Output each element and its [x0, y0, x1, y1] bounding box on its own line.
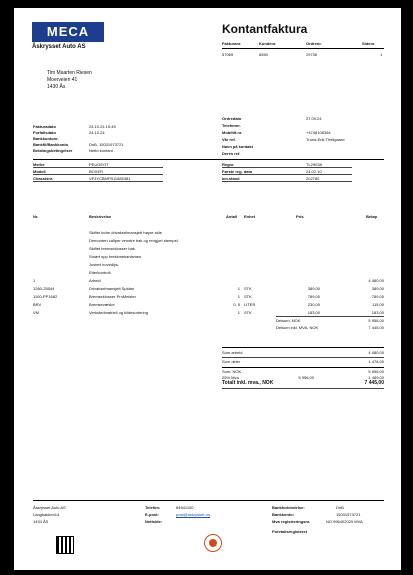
footer-label-bankforbindelse: Bankforbindelse:: [272, 505, 305, 510]
total-value: 7 445,00: [364, 380, 384, 386]
sum-arbeid-value: 4 480,00: [368, 350, 384, 355]
label-forste-reg: Første reg. dato: [222, 169, 253, 174]
item-price: 183,00: [307, 310, 320, 315]
recipient-name: Tim Maarten Riesen: [47, 70, 92, 76]
label-bankfil: Bankfil/Bankkonto: [33, 142, 69, 147]
col-header-belop: Beløp: [366, 214, 378, 219]
value-modell: BOXER: [89, 169, 104, 174]
col-header-pris: Pris: [296, 214, 304, 219]
item-price: 789,00: [307, 294, 320, 299]
item-desc: Drivakselmansjett Spidan: [89, 286, 135, 291]
sum-deler-value: 1 476,00: [368, 359, 384, 364]
desc-line: Justert hovedlys.: [89, 262, 120, 267]
subtotal-label: Delsum, NOK: [276, 318, 301, 323]
label-mobiltlf: Mobiltlf.nr.: [222, 130, 243, 135]
qr-code-icon: [56, 536, 74, 554]
desc-line: Demontert caliper venstre bak og rengjort stempel.: [89, 238, 179, 243]
item-desc: Verkstedmatriell og kildesortering: [89, 310, 148, 315]
value-chassisnr: VF3YCBMFB11685381: [89, 176, 131, 181]
recipient-street: Moerveien 41: [47, 77, 78, 83]
item-nr: VM: [33, 310, 39, 315]
label-modell: Modell: [33, 169, 46, 174]
subtotal-value: 5 956,00: [368, 318, 384, 323]
label-deres-ref: Deres ref.: [222, 151, 241, 156]
sum-deler-label: Sum deler: [222, 359, 241, 364]
label-forfallsdato: Forfallsdato: [33, 130, 56, 135]
total-label: Totalt inkl. mva., NOK: [222, 380, 274, 386]
col-header-enhet: Enhet: [244, 214, 256, 219]
desc-line: Skiftet bremseklosser bak.: [89, 246, 136, 251]
value-var-ref: Trond-Erik Theilgaard: [306, 137, 345, 142]
desc-line: Smørt opp brekkmekanismen.: [89, 254, 143, 259]
label-var-ref: Vår ref.: [222, 137, 236, 142]
item-nr: 1100-PP1682: [33, 294, 58, 299]
footer-email-link[interactable]: post@askrysset.no: [176, 512, 211, 517]
footer-label-mva: Mva registreringsnr.: [272, 519, 311, 524]
subtotal-label: Delsum inkl. MVA, NOK: [276, 325, 319, 330]
invoice-title: Kontantfaktura: [222, 22, 308, 36]
label-bankkontonr: Bankkontonr.: [33, 136, 59, 141]
sum-nok-label: Sum, NOK: [222, 369, 242, 374]
desc-line: Etterkontroll.: [89, 270, 112, 275]
col-header-antall: Antall: [226, 214, 238, 219]
footer-street: Langbakken14: [33, 512, 60, 517]
footer-company: Åskrysset Auto AS: [33, 505, 66, 510]
mva-base: 5 956,00: [298, 375, 314, 380]
item-nr: BRV: [33, 302, 42, 307]
col-header-beskrivelse: Beskrivelse: [89, 214, 112, 219]
invoice-number: 57069: [222, 52, 234, 57]
item-desc: Arbeid: [89, 278, 101, 283]
page-number: 1: [380, 52, 383, 57]
item-price: 389,00: [307, 286, 320, 291]
item-unit: STK: [244, 294, 252, 299]
item-nr: 1: [33, 278, 36, 283]
footer-label-bankkonto: Bankkonto:: [272, 512, 294, 517]
customer-number: 6550: [259, 52, 268, 57]
footer-mva: NO 996402029 MVA: [326, 519, 363, 524]
item-amount: 115,00: [372, 302, 384, 307]
sum-nok-value: 5 956,00: [368, 369, 384, 374]
footer-label-telefon: Telefon:: [145, 505, 161, 510]
header-col-ordrenr: Ordrenr.: [306, 41, 322, 46]
label-ordredato: Ordredato: [222, 116, 242, 121]
footer-label-epost: E-post:: [145, 512, 159, 517]
mva-value: 1 489,00: [368, 375, 384, 380]
col-header-nr: Nr.: [33, 214, 39, 219]
desc-line: Skiftet indre drivakselmansjett høyre side: [89, 230, 162, 235]
footer-label-foretaksregisteret: Foretaksregisteret: [272, 529, 307, 534]
item-desc: Bremsevæske: [89, 302, 115, 307]
item-desc: Bremseklosser ProMeister: [89, 294, 136, 299]
value-forfallsdato: 24.10.24: [89, 130, 105, 135]
item-unit: STK: [244, 310, 252, 315]
label-betalingsbetingelser: Betalingsbetingelser: [33, 148, 73, 153]
label-fakturadato: Fakturadato: [33, 124, 56, 129]
label-merke: Merke: [33, 162, 45, 167]
footer-telefon: 64941100: [176, 505, 194, 510]
recipient-city: 1430 Ås: [47, 84, 66, 90]
meca-logo: [32, 22, 104, 42]
label-chassisnr: Chassisnr.: [33, 176, 54, 181]
company-name: Åskrysset Auto AS: [32, 44, 86, 50]
value-regnr: TL29038: [306, 162, 322, 167]
order-number: 29736: [306, 52, 318, 57]
label-regnr: Regnr.: [222, 162, 235, 167]
mva-label: 25% Mva: [222, 375, 239, 380]
item-qty: 1: [237, 286, 240, 291]
item-amount: 183,00: [371, 310, 384, 315]
value-fakturadato: 24.10.24 15:45: [89, 124, 116, 129]
item-unit: LITER: [244, 302, 256, 307]
value-ordredato: 27.09.24: [306, 116, 322, 121]
brand-text: MECA: [46, 24, 90, 39]
item-amount: 389,00: [371, 286, 384, 291]
value-forste-reg: 24.02.10: [306, 169, 322, 174]
label-telefonnr: Telefonnr.: [222, 123, 241, 128]
certification-seal-icon: [204, 534, 222, 552]
item-qty: 0, 5: [233, 302, 240, 307]
item-amount: 789,00: [371, 294, 384, 299]
footer-bankforbindelse: DnB: [336, 505, 344, 510]
item-qty: 1: [237, 310, 240, 315]
value-merke: PEUGEOT: [89, 162, 109, 167]
footer-city: 1434 ÅS: [33, 519, 49, 524]
subtotal-value: 7 445,00: [368, 325, 384, 330]
label-km-stand: km.stand: [222, 176, 240, 181]
footer-label-nettside: Nettside:: [145, 519, 163, 524]
item-unit: STK: [244, 286, 252, 291]
item-nr: 1260-25544: [33, 286, 55, 291]
header-col-kundenr: Kundenr.: [259, 41, 277, 46]
footer-bankkonto: 15031973721: [336, 512, 361, 517]
item-qty: 1: [237, 294, 240, 299]
value-km-stand: 202780: [306, 176, 320, 181]
item-amount: 4 480,00: [368, 278, 384, 283]
header-col-sidenr: Sidenr.: [362, 41, 376, 46]
value-bankfil: DnB, 15031973721: [89, 142, 124, 147]
item-price: 230,00: [307, 302, 320, 307]
header-col-fakturanr: Fakturanr.: [222, 41, 242, 46]
sum-arbeid-label: Sum arbeid: [222, 350, 243, 355]
value-mobiltlf: +4748108394: [306, 130, 331, 135]
invoice-page: [14, 8, 401, 570]
label-navn-kontakt: Navn på kontakt: [222, 144, 253, 149]
value-betalingsbetingelser: Netto kontant: [89, 148, 113, 153]
